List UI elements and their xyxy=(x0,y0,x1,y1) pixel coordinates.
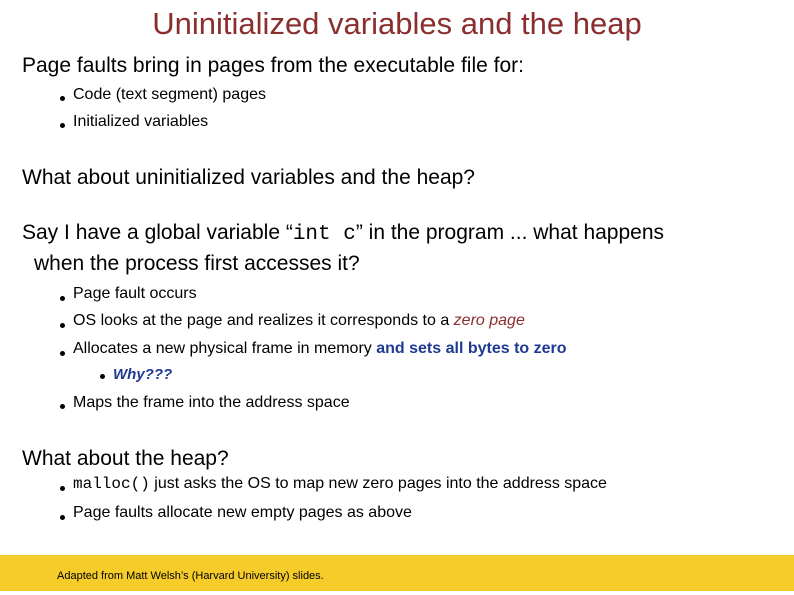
paragraph-uninitialized-question: What about uninitialized variables and the heap? xyxy=(22,166,475,189)
bullet-dot xyxy=(60,515,65,520)
sub-bullet-dot xyxy=(100,374,105,379)
bullet-dot xyxy=(60,96,65,101)
bullet-initialized-variables: Initialized variables xyxy=(73,113,209,130)
bullet-dot xyxy=(60,296,65,301)
sub-bullet-why: Why??? xyxy=(113,366,173,383)
allocates-frame-text: Allocates a new physical frame in memory xyxy=(73,340,377,357)
paragraph-heap-question: What about the heap? xyxy=(22,447,229,470)
slide-title: Uninitialized variables and the heap xyxy=(152,6,642,41)
malloc-text: just asks the OS to map new zero pages into the address space xyxy=(149,475,607,492)
bullet-dot xyxy=(60,123,65,128)
os-looks-text: OS looks at the page and realizes it corresponds to a xyxy=(73,312,454,329)
paragraph-global-variable xyxy=(22,221,664,246)
sets-bytes-zero-emphasis: and sets all bytes to zero xyxy=(376,340,567,357)
paragraph-page-faults: Page faults bring in pages from the executable file for: xyxy=(22,54,524,77)
bullet-page-fault-occurs: Page fault occurs xyxy=(73,285,197,302)
bullet-dot xyxy=(60,323,65,328)
bullet-dot xyxy=(60,486,65,491)
bullet-page-faults-allocate: Page faults allocate new empty pages as above xyxy=(73,504,412,521)
code-malloc: malloc() xyxy=(73,475,150,493)
bullet-os-looks xyxy=(73,312,525,330)
footer-attribution: Adapted from Matt Welsh’s (Harvard University) slides. xyxy=(57,570,324,582)
bullet-code-text-segment: Code (text segment) pages xyxy=(73,86,266,103)
code-int-c: int c xyxy=(292,223,356,246)
bullet-dot xyxy=(60,404,65,409)
global-variable-text-pre: Say I have a global variable “ xyxy=(22,221,293,244)
bullet-allocates-frame xyxy=(73,340,567,358)
paragraph-global-variable-line2: when the process first accesses it? xyxy=(34,252,360,275)
zero-page-term: zero page xyxy=(453,312,525,329)
bullet-dot xyxy=(60,351,65,356)
bullet-maps-frame: Maps the frame into the address space xyxy=(73,394,350,411)
global-variable-text-post: ” in the program ... what happens xyxy=(355,221,665,244)
bullet-malloc xyxy=(73,475,607,493)
